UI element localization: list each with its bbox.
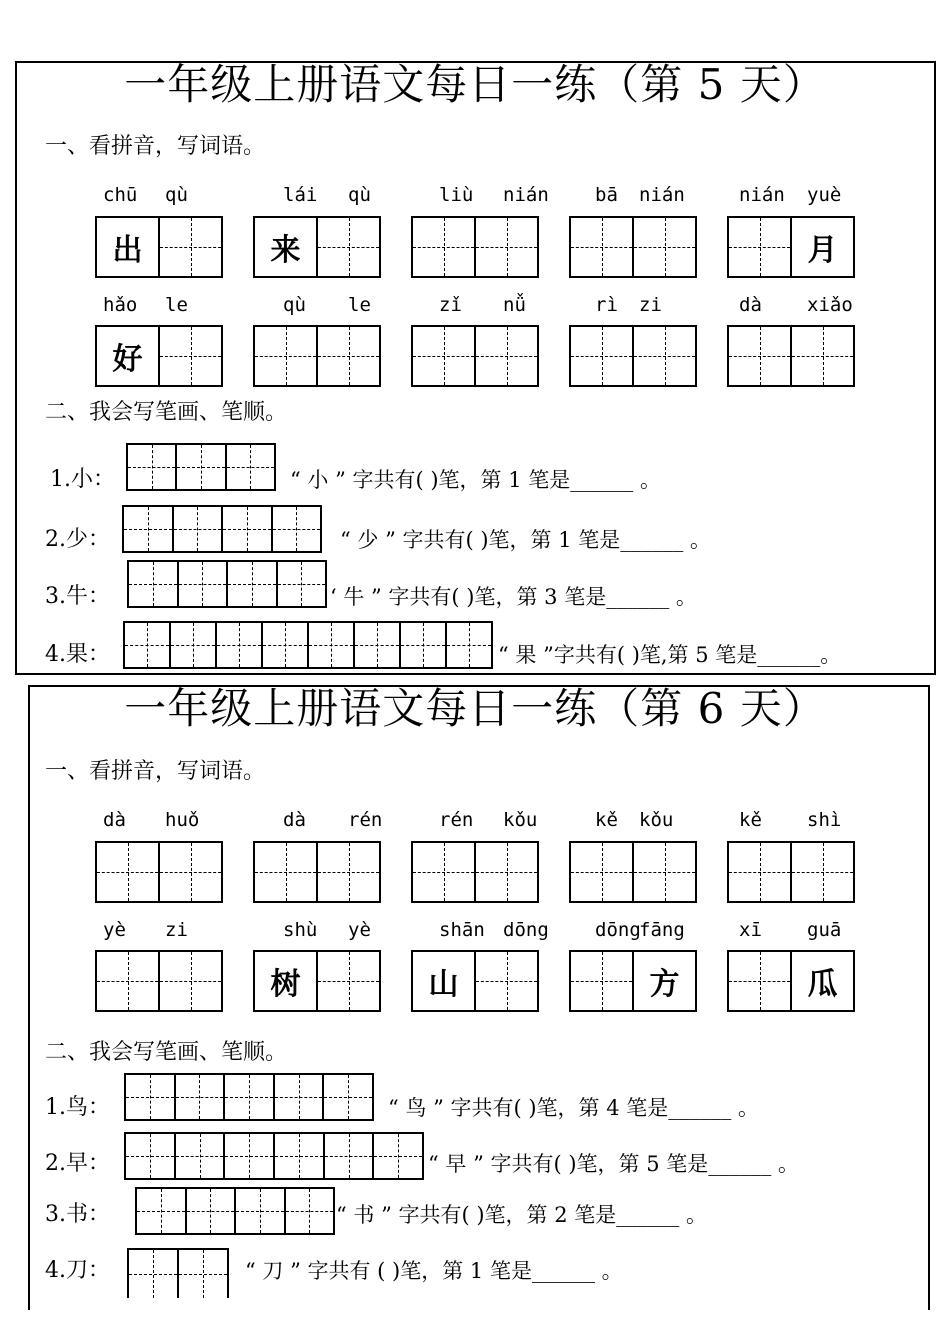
given-character: 瓜 [790, 952, 853, 1010]
pinyin-label: huǒ [165, 809, 200, 831]
writing-cell[interactable] [571, 952, 632, 1010]
writing-cell[interactable] [571, 843, 632, 901]
stroke-cell[interactable] [276, 562, 326, 606]
pinyin-label: hǎo [103, 294, 138, 316]
writing-cell[interactable] [316, 327, 379, 385]
stroke-question-day6-3: “ 书 ” 字共有( )笔，第 2 笔是______ 。 [336, 1203, 707, 1227]
stroke-cell[interactable] [271, 507, 321, 551]
pinyin-label: qù [348, 184, 371, 206]
writing-cell[interactable] [316, 952, 379, 1010]
word-grid[interactable] [727, 841, 855, 903]
stroke-cell[interactable] [174, 1134, 224, 1178]
word-grid[interactable] [253, 325, 381, 387]
stroke-cell[interactable] [273, 1134, 323, 1178]
stroke-grid-day5-4[interactable] [123, 621, 493, 669]
pinyin-label: shān [439, 919, 485, 941]
pinyin-label: zi [639, 294, 662, 316]
pinyin-label: kě [739, 809, 762, 831]
stroke-cell[interactable] [322, 1075, 372, 1119]
stroke-cell[interactable] [445, 623, 491, 667]
writing-cell[interactable] [158, 327, 221, 385]
word-grid[interactable] [569, 325, 697, 387]
writing-cell[interactable] [158, 843, 221, 901]
stroke-cell[interactable] [129, 1250, 177, 1298]
writing-cell[interactable] [474, 218, 537, 276]
pinyin-label: lái [283, 184, 318, 206]
stroke-cell[interactable] [137, 1189, 185, 1233]
writing-cell[interactable] [790, 327, 853, 385]
page-title-day5: 一年级上册语文每日一练（第 5 天） [124, 60, 826, 109]
stroke-cell[interactable] [177, 1250, 227, 1298]
word-grid[interactable] [569, 841, 697, 903]
stroke-label-day6-2: 2.早： [45, 1151, 110, 1176]
pinyin-label: guā [807, 919, 842, 941]
stroke-label-day5-1: 1.小： [50, 467, 115, 492]
stroke-question-day5-1: “ 小 ” 字共有( )笔，第 1 笔是______ 。 [290, 468, 661, 492]
writing-cell[interactable] [790, 843, 853, 901]
pinyin-label: zǐ [439, 294, 462, 316]
pinyin-label: le [348, 294, 371, 316]
pinyin-label: rì [595, 294, 618, 316]
pinyin-label: kǒu [639, 809, 674, 831]
pinyin-label: kě [595, 809, 618, 831]
stroke-cell[interactable] [128, 445, 175, 489]
writing-cell[interactable] [413, 218, 474, 276]
stroke-cell[interactable] [125, 623, 169, 667]
section2-title-day6: 二、我会写笔画、笔顺。 [45, 1040, 288, 1065]
word-grid[interactable] [95, 841, 223, 903]
given-character: 树 [255, 952, 316, 1010]
writing-cell[interactable] [316, 843, 379, 901]
writing-cell[interactable] [474, 843, 537, 901]
stroke-cell[interactable] [226, 562, 276, 606]
stroke-cell[interactable] [234, 1189, 284, 1233]
writing-cell[interactable] [474, 327, 537, 385]
stroke-cell[interactable] [172, 507, 222, 551]
given-character: 出 [97, 218, 158, 276]
pinyin-label: liù [439, 184, 474, 206]
writing-cell[interactable] [571, 327, 632, 385]
section2-title-day5: 二、我会写笔画、笔顺。 [45, 400, 288, 425]
pinyin-label: yuè [807, 184, 842, 206]
stroke-label-day6-4: 4.刀： [45, 1258, 110, 1283]
pinyin-label: dà [283, 809, 306, 831]
pinyin-label: shù [283, 919, 318, 941]
stroke-question-day5-3: ‘ 牛 ” 字共有( )笔，第 3 笔是______ 。 [330, 585, 697, 609]
word-grid[interactable] [569, 950, 697, 1012]
writing-cell[interactable] [474, 952, 537, 1010]
word-grid[interactable] [727, 325, 855, 387]
pinyin-label: xiǎo [807, 294, 853, 316]
pinyin-label: dà [739, 294, 762, 316]
stroke-grid-day6-1[interactable] [124, 1073, 374, 1121]
writing-cell[interactable] [255, 843, 316, 901]
pinyin-label: yè [103, 919, 126, 941]
section1-title-day5: 一、看拼音，写词语。 [45, 134, 266, 159]
stroke-question-day5-2: “ 少 ” 字共有( )笔，第 1 笔是______ 。 [340, 528, 711, 552]
word-grid[interactable] [411, 950, 539, 1012]
writing-cell[interactable] [729, 952, 790, 1010]
word-grid[interactable] [95, 950, 223, 1012]
stroke-question-day6-1: “ 鸟 ” 字共有( )笔，第 4 笔是______ 。 [388, 1096, 759, 1120]
stroke-cell[interactable] [284, 1189, 334, 1233]
stroke-grid-day5-1[interactable] [126, 443, 276, 491]
stroke-cell[interactable] [223, 1134, 273, 1178]
word-grid[interactable] [253, 950, 381, 1012]
stroke-cell[interactable] [399, 623, 445, 667]
pinyin-label: nǚ [503, 294, 526, 316]
stroke-cell[interactable] [126, 1075, 174, 1119]
writing-cell[interactable] [316, 218, 379, 276]
pinyin-label: rén [439, 809, 474, 831]
pinyin-label: rén [348, 809, 383, 831]
stroke-cell[interactable] [185, 1189, 235, 1233]
stroke-cell[interactable] [169, 623, 215, 667]
page-title-day6: 一年级上册语文每日一练（第 6 天） [124, 684, 826, 733]
pinyin-label: dōng [503, 919, 549, 941]
pinyin-label: zi [165, 919, 188, 941]
word-grid[interactable] [411, 325, 539, 387]
given-character: 来 [255, 218, 316, 276]
writing-cell[interactable] [97, 843, 158, 901]
stroke-cell[interactable] [129, 562, 177, 606]
word-grid[interactable] [727, 950, 855, 1012]
pinyin-label: bā [595, 184, 618, 206]
stroke-cell[interactable] [261, 623, 307, 667]
stroke-grid-day6-4[interactable] [127, 1248, 229, 1298]
writing-cell[interactable] [729, 218, 790, 276]
stroke-grid-day5-2[interactable] [122, 505, 322, 553]
stroke-label-day5-4: 4.果： [45, 642, 110, 667]
writing-cell[interactable] [632, 327, 695, 385]
stroke-cell[interactable] [124, 507, 172, 551]
stroke-question-day6-4: “ 刀 ” 字共有 ( )笔，第 1 笔是______ 。 [245, 1259, 623, 1283]
writing-cell[interactable] [413, 843, 474, 901]
pinyin-label: fāng [639, 919, 685, 941]
pinyin-label: qù [165, 184, 188, 206]
pinyin-label: dà [103, 809, 126, 831]
pinyin-label: dōng [595, 919, 641, 941]
stroke-cell[interactable] [175, 445, 224, 489]
pinyin-label: kǒu [503, 809, 538, 831]
writing-cell[interactable] [97, 952, 158, 1010]
stroke-cell[interactable] [221, 507, 271, 551]
stroke-label-day5-2: 2.少： [45, 527, 110, 552]
word-grid[interactable] [95, 216, 223, 278]
pinyin-label: nián [503, 184, 549, 206]
pinyin-label: xī [739, 919, 762, 941]
writing-cell[interactable] [158, 952, 221, 1010]
word-grid[interactable] [727, 216, 855, 278]
stroke-question-day6-2: “ 早 ” 字共有( )笔，第 5 笔是______ 。 [428, 1152, 799, 1176]
stroke-cell[interactable] [174, 1075, 224, 1119]
word-grid[interactable] [253, 216, 381, 278]
stroke-grid-day5-3[interactable] [127, 560, 327, 608]
stroke-label-day6-3: 3.书： [45, 1202, 110, 1227]
pinyin-label: shì [807, 809, 842, 831]
stroke-cell[interactable] [372, 1134, 422, 1178]
stroke-cell[interactable] [323, 1134, 373, 1178]
writing-cell[interactable] [158, 218, 221, 276]
given-character: 方 [632, 952, 695, 1010]
pinyin-label: le [165, 294, 188, 316]
pinyin-label: nián [739, 184, 785, 206]
stroke-cell[interactable] [223, 1075, 273, 1119]
word-grid[interactable] [95, 325, 223, 387]
writing-cell[interactable] [632, 843, 695, 901]
pinyin-label: chū [103, 184, 138, 206]
stroke-cell[interactable] [225, 445, 274, 489]
writing-cell[interactable] [413, 327, 474, 385]
stroke-label-day6-1: 1.鸟： [45, 1095, 110, 1120]
stroke-grid-day6-3[interactable] [135, 1187, 335, 1235]
given-character: 月 [790, 218, 853, 276]
word-grid[interactable] [253, 841, 381, 903]
stroke-grid-day6-2[interactable] [124, 1132, 424, 1180]
stroke-cell[interactable] [215, 623, 261, 667]
given-character: 好 [97, 327, 158, 385]
stroke-cell[interactable] [353, 623, 399, 667]
section1-title-day6: 一、看拼音，写词语。 [45, 759, 266, 784]
stroke-question-day5-4: “ 果 ”字共有( )笔,第 5 笔是______。 [498, 643, 842, 667]
stroke-cell[interactable] [177, 562, 227, 606]
word-grid[interactable] [411, 216, 539, 278]
writing-cell[interactable] [632, 218, 695, 276]
pinyin-label: qù [283, 294, 306, 316]
pinyin-label: nián [639, 184, 685, 206]
given-character: 山 [413, 952, 474, 1010]
writing-cell[interactable] [255, 327, 316, 385]
stroke-cell[interactable] [307, 623, 353, 667]
word-grid[interactable] [569, 216, 697, 278]
stroke-label-day5-3: 3.牛： [45, 584, 110, 609]
stroke-cell[interactable] [126, 1134, 174, 1178]
writing-cell[interactable] [729, 843, 790, 901]
word-grid[interactable] [411, 841, 539, 903]
pinyin-label: yè [348, 919, 371, 941]
writing-cell[interactable] [571, 218, 632, 276]
stroke-cell[interactable] [273, 1075, 323, 1119]
writing-cell[interactable] [729, 327, 790, 385]
